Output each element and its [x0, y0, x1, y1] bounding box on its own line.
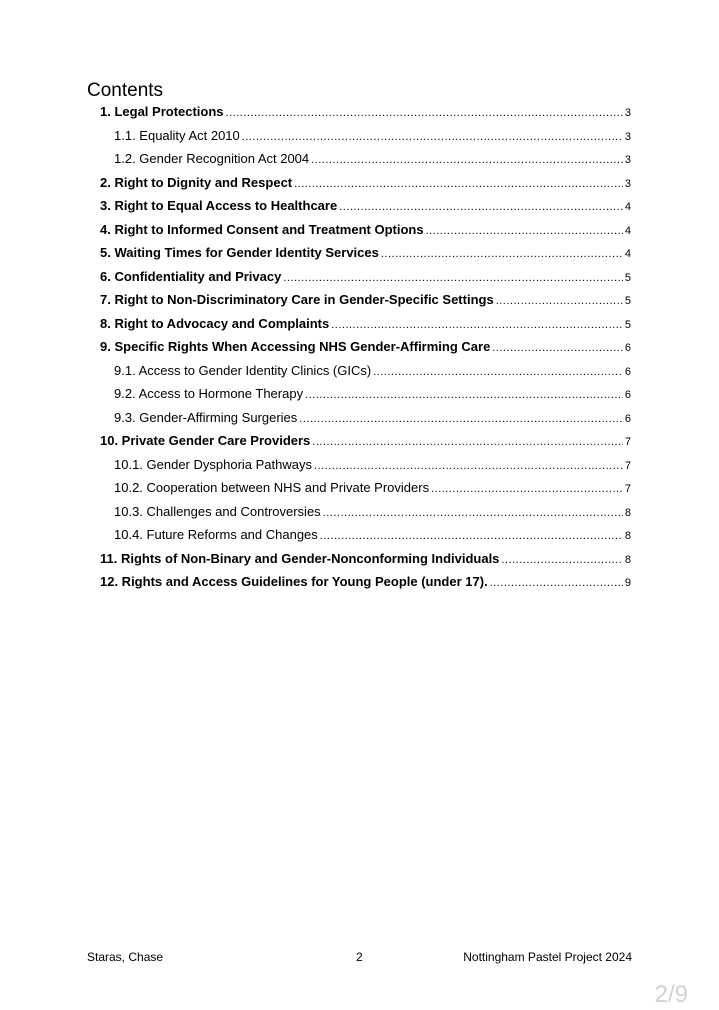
toc-dot-leader: [305, 384, 623, 408]
toc-entry-page: 5: [624, 295, 631, 307]
table-of-contents: [100, 100, 631, 594]
footer-page-number: 2: [356, 950, 363, 964]
toc-entry-page: 6: [624, 342, 631, 354]
toc-entry[interactable]: [100, 218, 631, 242]
toc-entry[interactable]: [100, 265, 631, 289]
toc-dot-leader: [312, 431, 623, 455]
toc-entry-page: 6: [624, 365, 631, 378]
toc-entry[interactable]: [100, 312, 631, 336]
toc-entry[interactable]: [100, 171, 631, 195]
toc-dot-leader: [490, 572, 623, 596]
toc-entry-label: 8. Right to Advocacy and Complaints: [100, 315, 330, 331]
toc-entry[interactable]: [100, 476, 631, 500]
toc-entry-page: 4: [624, 248, 631, 260]
toc-entry-label: 12. Rights and Access Guidelines for Young People (under 17).: [100, 574, 488, 589]
toc-entry[interactable]: [100, 359, 631, 383]
toc-entry[interactable]: [100, 194, 631, 218]
toc-entry-page: 6: [624, 389, 631, 401]
toc-entry-page: 3: [624, 177, 631, 190]
toc-entry-label: 9.3. Gender-Affirming Surgeries: [114, 409, 298, 425]
toc-entry-page: 6: [624, 412, 631, 425]
toc-entry-page: 7: [624, 459, 631, 472]
toc-entry-label: 3. Right to Equal Access to Healthcare: [100, 198, 338, 213]
toc-entry-label: 10. Private Gender Care Providers: [100, 433, 311, 448]
footer-author: Staras, Chase: [87, 950, 164, 964]
page-footer: [87, 948, 632, 966]
toc-dot-leader: [311, 149, 623, 173]
toc-dot-leader: [339, 196, 623, 220]
toc-entry-label: 10.3. Challenges and Controversies: [114, 503, 321, 519]
toc-dot-leader: [373, 361, 623, 385]
toc-entry-label: 4. Right to Informed Consent and Treatment Options: [100, 221, 424, 237]
toc-dot-leader: [323, 502, 623, 526]
toc-entry-page: 4: [624, 224, 631, 237]
toc-entry-label: 5. Waiting Times for Gender Identity Services: [100, 245, 379, 260]
toc-entry-page: 8: [624, 553, 631, 566]
toc-entry-page: 3: [624, 130, 631, 143]
toc-entry-page: 3: [624, 154, 631, 166]
toc-dot-leader: [314, 455, 623, 479]
toc-entry[interactable]: [100, 500, 631, 524]
toc-entry-page: 5: [624, 318, 631, 331]
toc-dot-leader: [299, 408, 623, 432]
toc-entry-page: 4: [624, 201, 631, 213]
toc-entry[interactable]: [100, 124, 631, 148]
toc-entry-label: 10.2. Cooperation between NHS and Private Providers: [114, 480, 430, 495]
toc-entry-label: 9. Specific Rights When Accessing NHS Gender-Affirming Care: [100, 339, 491, 354]
toc-entry[interactable]: [100, 335, 631, 359]
toc-entry[interactable]: [100, 100, 631, 124]
toc-title: Contents: [87, 80, 164, 101]
toc-entry[interactable]: [100, 523, 631, 547]
page-counter: 2/9: [654, 981, 688, 1008]
toc-entry[interactable]: [100, 429, 631, 453]
toc-entry-label: 10.1. Gender Dysphoria Pathways: [114, 456, 312, 472]
toc-entry[interactable]: [100, 406, 631, 430]
toc-dot-leader: [226, 102, 623, 126]
toc-dot-leader: [331, 314, 623, 338]
toc-dot-leader: [496, 290, 623, 314]
footer-project: Nottingham Pastel Project 2024: [463, 950, 632, 964]
toc-entry-page: 8: [624, 506, 631, 519]
toc-entry-label: 7. Right to Non-Discriminatory Care in Gender-Specific Settings: [100, 292, 494, 307]
toc-dot-leader: [283, 267, 623, 291]
toc-entry[interactable]: [100, 453, 631, 477]
toc-entry[interactable]: [100, 382, 631, 406]
toc-entry-label: 9.2. Access to Hormone Therapy: [114, 386, 304, 401]
toc-entry[interactable]: [100, 547, 631, 571]
toc-entry-page: 7: [624, 483, 631, 495]
toc-entry[interactable]: [100, 241, 631, 265]
toc-entry-label: 1.2. Gender Recognition Act 2004: [114, 151, 310, 166]
toc-entry-label: 11. Rights of Non-Binary and Gender-Nonconforming Individuals: [100, 550, 500, 566]
toc-entry-page: 7: [624, 436, 631, 448]
toc-entry-label: 2. Right to Dignity and Respect: [100, 174, 293, 190]
toc-dot-leader: [501, 549, 622, 573]
toc-dot-leader: [431, 478, 623, 502]
toc-entry-label: 6. Confidentiality and Privacy: [100, 268, 282, 284]
toc-dot-leader: [320, 525, 623, 549]
toc-entry[interactable]: [100, 570, 631, 594]
toc-dot-leader: [294, 173, 623, 197]
toc-entry-label: 9.1. Access to Gender Identity Clinics (GICs): [114, 362, 372, 378]
toc-entry-page: 8: [624, 530, 631, 542]
toc-dot-leader: [426, 220, 623, 244]
toc-entry-label: 1.1. Equality Act 2010: [114, 127, 240, 143]
toc-entry-page: 5: [624, 271, 631, 284]
toc-entry[interactable]: [100, 288, 631, 312]
toc-entry-page: 3: [624, 107, 631, 119]
toc-dot-leader: [242, 126, 623, 150]
toc-entry-page: 9: [624, 577, 631, 589]
toc-entry-label: 10.4. Future Reforms and Changes: [114, 527, 318, 542]
toc-entry[interactable]: [100, 147, 631, 171]
toc-dot-leader: [492, 337, 623, 361]
toc-entry-label: 1. Legal Protections: [100, 104, 224, 119]
toc-dot-leader: [381, 243, 623, 267]
